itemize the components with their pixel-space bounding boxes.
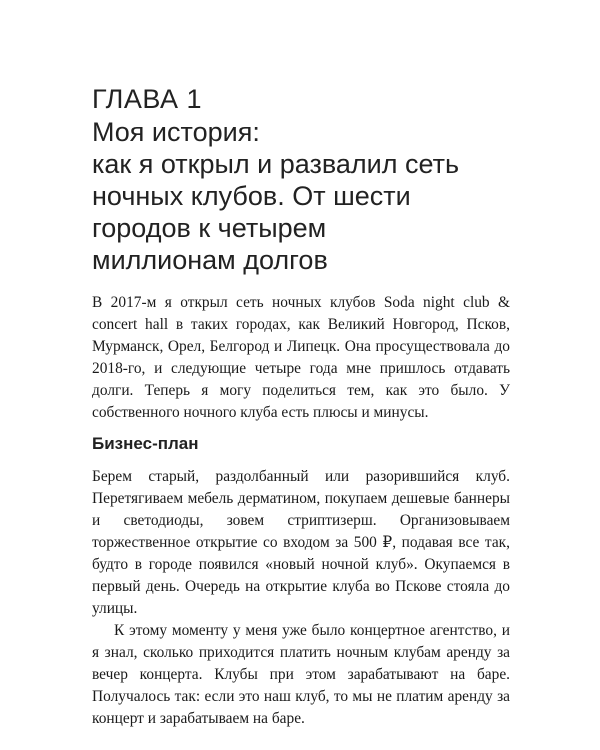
chapter-title-line: как я открыл и развалил сеть	[92, 149, 460, 179]
section-paragraph: Берем старый, раздолбанный или разорившийся клуб. Перетягиваем мебель дерматином, покупаем дешевые баннеры и светодиоды, зовем стриптизерш. Организовываем торжественное открытие со входом за 500 ₽, подавая все так, будто в городе появился «новый ночной клуб». Окупаемся в первый день. Очередь на открытие клуба во Пскове стояла до улицы.	[92, 468, 510, 617]
chapter-label: ГЛАВА 1	[92, 84, 202, 114]
section-heading: Бизнес-план	[92, 434, 199, 453]
chapter-title-line: миллионам долгов	[92, 245, 328, 275]
intro-paragraph: В 2017-м я открыл сеть ночных клубов Soda night club & concert hall в таких городах, как Великий Новгород, Псков, Мурманск, Орел, Белгород и Липецк. Она просуществовала до 2018-го, и следующие четыре года мне пришлось отдавать долги. Теперь я могу поделиться тем, как это было. У собственного ночного клуба есть плюсы и минусы.	[92, 294, 510, 421]
section-body	[92, 466, 510, 730]
chapter-title-line: ночных клубов. От шести	[92, 181, 411, 211]
chapter-title-line: городов к четырем	[92, 213, 327, 243]
chapter-title	[92, 116, 562, 276]
chapter-title-line: Моя история:	[92, 117, 260, 147]
section-paragraph: К этому моменту у меня уже было концертное агентство, и я знал, сколько приходится платить ночным клубам аренду за вечер концерта. Клубы при этом зарабатывают на баре. Получалось так: если это наш клуб, то мы не платим аренду за концерт и зарабатываем на баре.	[92, 622, 510, 727]
